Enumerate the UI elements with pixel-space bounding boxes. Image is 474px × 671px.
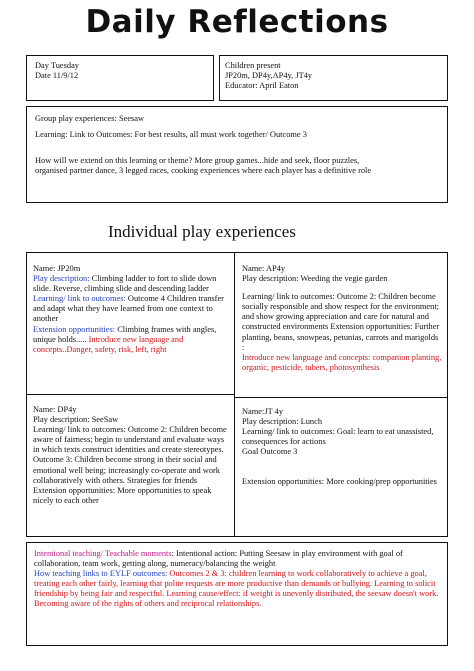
children-list: JP20m, DP4y,AP4y, JT4y (225, 71, 313, 81)
grid-divider-right-horizontal (234, 397, 448, 398)
group-play-box (26, 106, 448, 203)
intentional-label: Intentional teaching/ Teachable moments (34, 549, 172, 558)
eylf-text: Outcomes 2 & 3: children learning to work collaboratively to achieve a goal, treating each other fairly, learning that polite requests are more productive than demands or bullying. Learning to solicit friendship by being fair and respectful. Learning cause/effect: if weight is unevenly distributed, the seesaw doesn't work. Becoming aware of the rights of others and reciprocal relationships. (34, 569, 439, 609)
ap-name: Name: AP4y (242, 264, 286, 273)
individual-heading: Individual play experiences (108, 222, 296, 241)
date-text: Date 11/9/12 (35, 71, 79, 81)
dp-learn: Learning/ link to outcomes: Outcome 2: Children become aware of fairness; begin to understand and evaluate ways in which texts construct identities and create stereotypes. Outcome 3: Children become strong in their social and emotional well being; increasingly co-operate and work collaboratively with others. Strategies for friends Extension opportunities: More opportunities to speak nicely to each other (33, 425, 227, 505)
ap-cell (242, 264, 442, 373)
jp-desc-text: Climbing ladder to fort to slide down slide. Reverse, climbing slide and descending ladder (33, 274, 217, 294)
jt-ext: Extension opportunities: More cooking/prep opportunities (242, 477, 437, 487)
intentional-text: : Intentional action: Putting Seesaw in play environment with goal of collaboration, team work, getting along, numeracy/balancing the weight (34, 549, 403, 569)
jt-desc: Play description: Lunch (242, 417, 323, 427)
grid-divider-left-horizontal (26, 394, 235, 395)
educator-text: Educator: April Eaton (225, 81, 299, 91)
ap-red: Introduce new language and concepts: companion planting, organic, pesticide, tubers, photosynthesis (242, 352, 442, 372)
day-date-box (26, 55, 214, 101)
dp-name: Name: DP4y (33, 405, 77, 414)
jp-desc-label: Play description: (33, 274, 90, 284)
jp-learn-text: Outcome 4 Children transfer and adapt what they have learned from one context to another (33, 294, 224, 324)
jp-ext-text: Climbing frames with angles, unique holds..... (33, 324, 217, 344)
jt-cell (242, 407, 442, 488)
jp-name: Name: JP20m (33, 264, 81, 273)
group-extend-line2: organised partner dance, 3 legged races, cooking experiences where each player has a definitive role (35, 166, 372, 176)
day-text: Day Tuesday (35, 61, 79, 70)
children-box (219, 55, 448, 101)
dp-cell (33, 405, 229, 506)
intentional-box (26, 542, 448, 646)
jp-ext-red: Introduce new language and concepts..Danger, safety, risk, left, right (33, 334, 184, 354)
eylf-label: How teaching links to EYLF outcomes: (34, 569, 168, 579)
jp-cell (33, 264, 229, 355)
jp-learn-label: Learning/ link to outcomes: (33, 294, 126, 304)
group-extend-line1: How will we extend on this learning or theme? More group games...hide and seek, floor puzzles, (35, 156, 360, 166)
group-experiences: Group play experiences: Seesaw (35, 114, 145, 123)
children-label: Children present (225, 61, 281, 70)
jp-ext-label: Extension opportunities: (33, 324, 116, 334)
ap-learn: Learning/ link to outcomes: Outcome 2: Children become socially responsible and show respect for the environment; and show growing appreciation and care for natural and constructed environments Extension opportunities: Further planting, beans, snowpeas, petunias, carrots and marigolds : (242, 292, 440, 352)
jt-learn: Learning/ link to outcomes: Goal: learn to eat unassisted, consequences for actions (242, 427, 434, 447)
group-learning: Learning: Link to Outcomes: For best results, all must work together/ Outcome 3 (35, 130, 307, 140)
dp-desc: Play description: SeeSaw (33, 415, 119, 425)
page-title: Daily Reflections (85, 4, 389, 40)
jt-goal: Goal Outcome 3 (242, 447, 298, 457)
jt-name: Name:JT 4y (242, 407, 284, 416)
ap-desc: Play description: Weeding the vegie garden (242, 274, 388, 284)
